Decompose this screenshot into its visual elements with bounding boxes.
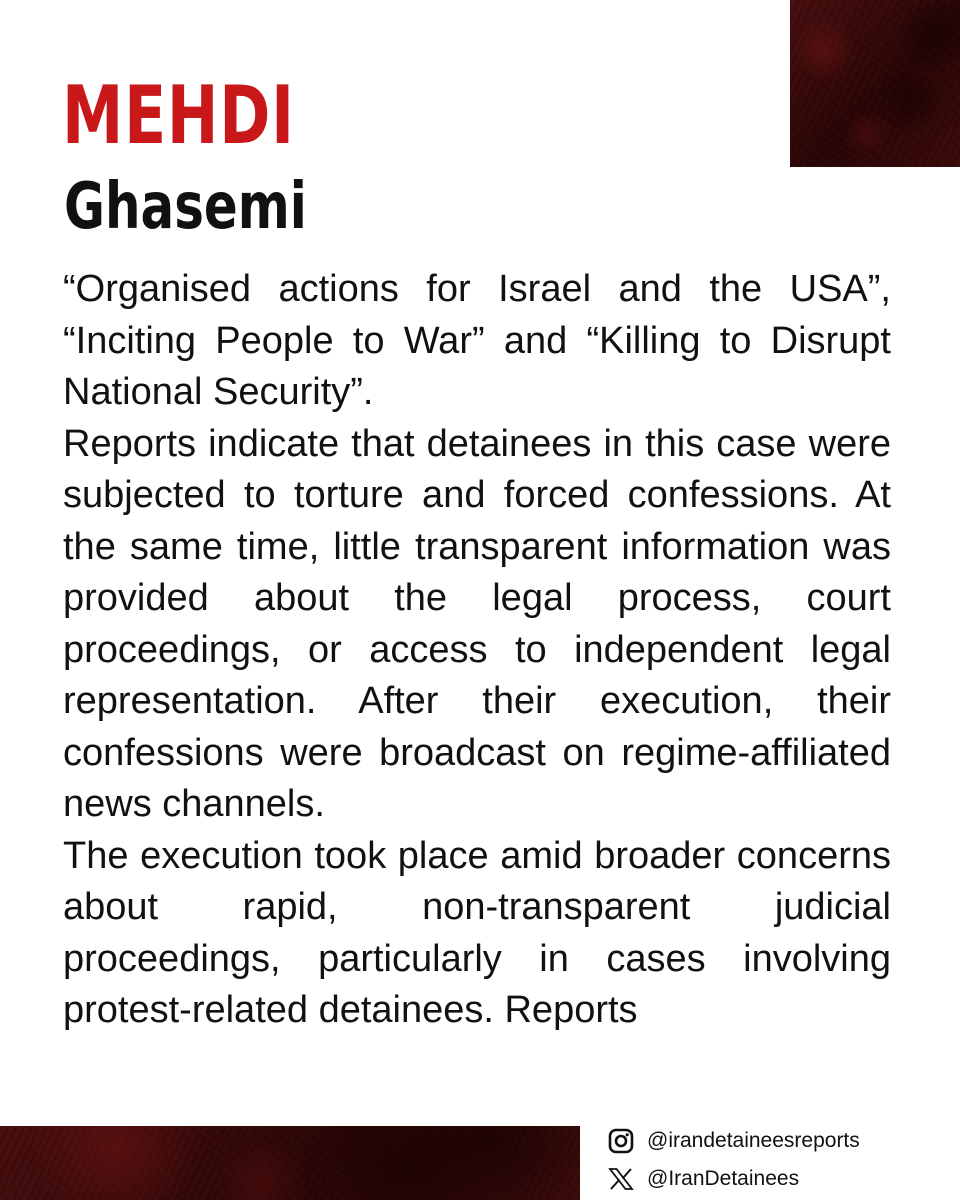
instagram-icon bbox=[607, 1127, 635, 1155]
social-handles bbox=[607, 1122, 860, 1198]
social-row-instagram[interactable] bbox=[607, 1122, 860, 1160]
x-handle[interactable]: @IranDetainees bbox=[647, 1167, 800, 1190]
title-first-name: MEHDI bbox=[62, 69, 295, 162]
x-logo-icon bbox=[607, 1165, 635, 1193]
paragraph-reports: Reports indicate that detainees in this case were subjected to torture and forced confessions. At the same time, little transparent information was provided about the legal process, court proceedings, or access to independent legal representation. After their execution, their confessions were broadcast on regime-affiliated news channels. bbox=[63, 422, 891, 825]
body-text bbox=[63, 264, 891, 1037]
texture-bar-bottom-left bbox=[0, 1126, 580, 1200]
instagram-handle[interactable]: @irandetaineesreports bbox=[647, 1129, 860, 1152]
title-last-name: Ghasemi bbox=[64, 170, 307, 244]
social-row-x[interactable] bbox=[607, 1160, 860, 1198]
paragraph-charges: “Organised actions for Israel and the USA”, “Inciting People to War” and “Killing to Disrupt National Security”. bbox=[63, 268, 891, 413]
texture-corner-top-right bbox=[790, 0, 960, 167]
paragraph-execution: The execution took place amid broader concerns about rapid, non-transparent judicial proceedings, particularly in cases involving protest-related detainees. Reports bbox=[63, 834, 891, 1031]
